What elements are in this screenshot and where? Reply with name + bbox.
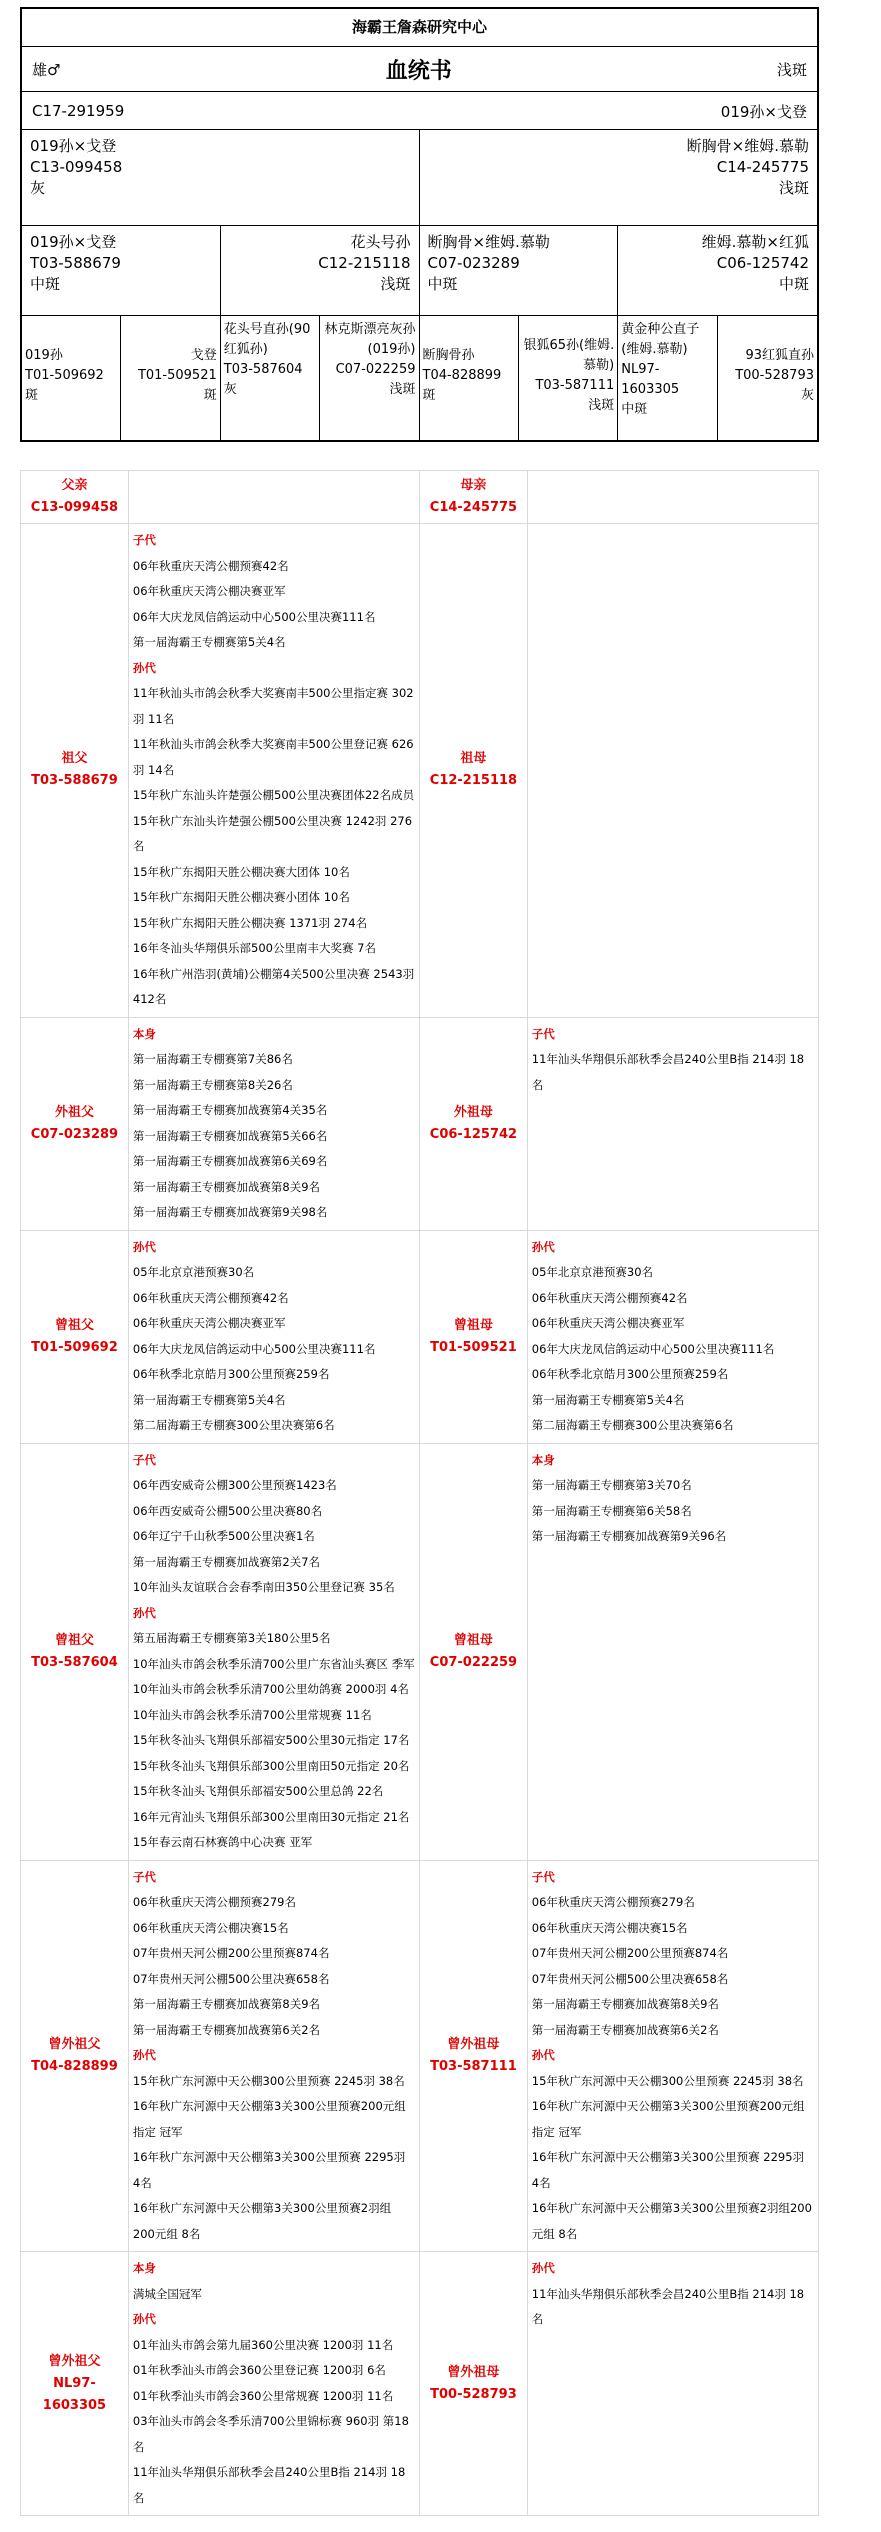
g4-ring: C07-022259 [335, 362, 416, 377]
achievements-cell [128, 1443, 419, 1860]
achievement-line: 第一届海霸王专棚赛加战赛第2关7名 [132, 1554, 321, 1569]
pedigree-chart [20, 7, 819, 442]
achievement-section-head: 子代 [531, 1026, 555, 1041]
ancestor-name-cell [21, 524, 129, 1018]
bird-line-tag: 019孙×戈登 [720, 102, 807, 121]
achievement-line: 06年秋重庆天湾公棚决赛15名 [132, 1920, 289, 1935]
achievement-line: 第一届海霸王专棚赛加战赛第9关96名 [531, 1529, 727, 1543]
g4-color: 斑 [25, 388, 39, 403]
achievement-line: 01年秋季汕头市鸽会360公里常规赛 1200羽 11名 [132, 2388, 394, 2403]
dam-name: 断胸骨×维姆.慕勒 [686, 137, 809, 155]
g4-ring: T03-587111 [535, 378, 615, 393]
achievement-line: 16年秋广东河源中天公棚第3关300公里预赛 2295羽 4名 [132, 2150, 406, 2190]
ancestor-role: 曾外祖母 [447, 2036, 500, 2052]
achievement-line: 15年秋冬汕头飞翔俱乐部300公里南田50元指定 20名 [132, 1758, 410, 1773]
achievement-line: 第一届海霸王专棚赛加战赛第8关9名 [132, 1179, 321, 1194]
achievement-line: 05年北京京港预赛30名 [531, 1265, 654, 1279]
achievement-line: 满城全国冠军 [132, 2286, 202, 2301]
achievement-line: 06年大庆龙凤信鸽运动中心500公里决赛111名 [132, 1341, 376, 1356]
achievement-line: 15年秋广东揭阳天胜公棚决赛 1371羽 274名 [132, 915, 368, 930]
sire-ring: C13-099458 [30, 158, 123, 176]
achievement-section-head: 本身 [132, 2261, 156, 2275]
g4-ring: NL97-1603305 [621, 362, 680, 397]
ancestor-role: 曾外祖母 [447, 2364, 500, 2380]
record-row [21, 1443, 819, 1860]
achievement-line: 第一届海霸王专棚赛第3关70名 [531, 1478, 692, 1492]
ancestor-name-cell [21, 471, 129, 524]
ancestor-name-cell [21, 2252, 129, 2516]
g4-color: 斑 [203, 388, 217, 403]
achievement-line: 15年秋广东汕头许楚强公棚500公里决赛团体22名成员 [132, 788, 415, 802]
ancestor-ring: C13-099458 [30, 500, 119, 515]
achievement-line: 第一届海霸王专棚赛第6关58名 [531, 1503, 692, 1518]
grandsire-box [22, 226, 221, 315]
record-row [21, 471, 819, 524]
g4-box [320, 316, 419, 440]
ancestor-ring: T01-509692 [31, 1339, 118, 1355]
achievement-section-head: 子代 [132, 1452, 156, 1467]
g4-name: 019孙 [25, 348, 63, 363]
granddam-box [221, 226, 420, 315]
g3-name: 花头号孙 [350, 233, 411, 251]
g4-name: 戈登 [190, 348, 217, 363]
achievement-line: 06年秋重庆天湾公棚预赛42名 [132, 558, 289, 573]
ancestor-name-cell [420, 2252, 528, 2516]
ancestor-role: 祖父 [61, 751, 88, 767]
achievements-cell [527, 471, 818, 524]
achievement-line: 11年秋汕头市鸽会秋季大奖赛南丰500公里指定赛 302羽 11名 [132, 686, 414, 726]
ancestor-name-cell [420, 1860, 528, 2252]
g3-ring: T03-588679 [30, 254, 121, 272]
g4-ring: T01-509692 [25, 368, 104, 383]
achievement-section-head: 本身 [531, 1452, 555, 1467]
ancestor-ring: C14-245775 [429, 500, 518, 515]
achievement-line: 06年辽宁千山秋季500公里决赛1名 [132, 1529, 315, 1543]
achievement-line: 11年汕头华翔俱乐部秋季会昌240公里B指 214羽 18名 [531, 2286, 805, 2326]
achievements-cell [128, 471, 419, 524]
ring-row [22, 92, 817, 130]
achievement-line: 第二届海霸王专棚赛300公里决赛第6名 [132, 1418, 335, 1432]
g4-name: 断胸骨孙 [422, 348, 475, 363]
achievement-line: 第一届海霸王专棚赛加战赛第9关98名 [132, 1205, 328, 1219]
achievement-line: 15年秋广东汕头许楚强公棚500公里决赛 1242羽 276名 [132, 813, 413, 853]
achievement-line: 01年汕头市鸽会第九届360公里决赛 1200羽 11名 [132, 2337, 394, 2352]
achievement-line: 06年秋重庆天湾公棚决赛15名 [531, 1920, 688, 1935]
g4-name: 黄金种公直子(维姆.慕勒) [621, 322, 700, 357]
achievement-line: 06年秋季北京皓月300公里预赛259名 [132, 1367, 330, 1381]
ancestor-role: 曾祖父 [54, 1317, 94, 1333]
achievement-line: 第一届海霸王专棚赛第5关4名 [132, 1392, 286, 1407]
record-row [21, 524, 819, 1018]
achievements-cell [527, 1860, 818, 2252]
achievement-line: 第一届海霸王专棚赛第5关4名 [132, 635, 286, 649]
achievement-line: 15年秋广东河源中天公棚300公里预赛 2245羽 38名 [132, 2073, 405, 2088]
dam-box [420, 130, 818, 225]
maternal-grandsire-box [420, 226, 619, 315]
ancestor-ring: C06-125742 [429, 1126, 518, 1142]
g4-box [618, 316, 717, 440]
sire-name: 019孙×戈登 [30, 137, 117, 155]
g4-name: 林克斯漂亮灰孙(019孙) [324, 322, 416, 357]
records-table [20, 470, 819, 2516]
achievement-line: 06年秋重庆天湾公棚预赛42名 [132, 1290, 289, 1305]
g3-name: 019孙×戈登 [30, 233, 117, 251]
achievement-line: 10年汕头市鸽会秋季乐清700公里广东省汕头赛区 季军 [132, 1656, 415, 1671]
achievement-section-head: 子代 [132, 533, 156, 547]
achievement-line: 05年北京京港预赛30名 [132, 1265, 255, 1279]
bird-color: 浅斑 [776, 60, 807, 79]
achievement-line: 15年秋广东揭阳天胜公棚决赛大团体 10名 [132, 864, 350, 879]
achievement-section-head: 孙代 [132, 2048, 156, 2062]
g4-ring: T03-587604 [223, 362, 303, 377]
achievement-section-head: 孙代 [531, 2261, 555, 2275]
g3-ring: C06-125742 [716, 254, 809, 272]
records-body [21, 471, 819, 2516]
g4-box [22, 316, 121, 440]
ancestor-ring: T00-528793 [430, 2386, 517, 2402]
achievement-line: 16年秋广州浩羽(黄埔)公棚第4关500公里决赛 2543羽 412名 [132, 966, 415, 1006]
ancestor-ring: T04-828899 [31, 2058, 118, 2074]
achievement-line: 第一届海霸王专棚赛加战赛第4关35名 [132, 1103, 328, 1117]
achievement-line: 第一届海霸王专棚赛加战赛第6关69名 [132, 1154, 328, 1168]
achievement-line: 06年秋重庆天湾公棚决赛亚军 [531, 1316, 685, 1330]
ancestor-ring: T03-588679 [31, 773, 118, 789]
sire-box [22, 130, 420, 225]
achievement-line: 10年汕头市鸽会秋季乐清700公里幼鸽赛 2000羽 4名 [132, 1682, 409, 1696]
achievements-cell [128, 1860, 419, 2252]
achievement-line: 第五届海霸王专棚赛第3关180公里5名 [132, 1631, 331, 1645]
record-row [21, 1017, 819, 1230]
achievement-line: 16年元宵汕头飞翔俱乐部300公里南田30元指定 21名 [132, 1809, 410, 1824]
achievement-line: 06年秋重庆天湾公棚预赛279名 [531, 1895, 695, 1909]
ancestor-ring: NL97-1603305 [42, 2375, 107, 2413]
achievement-line: 07年贵州天河公棚200公里预赛874名 [531, 1946, 729, 1960]
achievements-cell [527, 2252, 818, 2516]
ancestor-name-cell [21, 1017, 129, 1230]
achievements-cell [128, 524, 419, 1018]
g4-color: 灰 [223, 382, 237, 397]
ancestor-name-cell [420, 1017, 528, 1230]
achievements-cell [527, 1230, 818, 1443]
ancestor-name-cell [420, 471, 528, 524]
achievement-line: 第一届海霸王专棚赛加战赛第8关9名 [531, 1997, 719, 2011]
ancestor-role: 曾外祖父 [48, 2036, 101, 2052]
ancestor-role: 祖母 [460, 751, 487, 767]
ancestor-ring: T03-587111 [430, 2058, 517, 2074]
g4-ring: T04-828899 [422, 368, 502, 383]
achievement-line: 10年汕头市鸽会秋季乐清700公里常规赛 11名 [132, 1707, 372, 1722]
sex-label: 雄♂ [32, 60, 61, 79]
achievement-section-head: 孙代 [531, 1239, 555, 1254]
ancestor-ring: C07-022259 [429, 1654, 518, 1670]
ancestor-name-cell [21, 1860, 129, 2252]
achievement-line: 16年秋广东河源中天公棚第3关300公里预赛 2295羽 4名 [531, 2150, 805, 2190]
org-name: 海霸王詹森研究中心 [351, 18, 487, 36]
g4-color: 灰 [800, 388, 814, 403]
g4-color: 浅斑 [389, 382, 416, 397]
achievement-line: 11年汕头华翔俱乐部秋季会昌240公里B指 214羽 18名 [531, 1052, 805, 1092]
maternal-granddam-box [618, 226, 817, 315]
achievement-section-head: 子代 [132, 1869, 156, 1884]
record-row [21, 1860, 819, 2252]
g4-box [420, 316, 519, 440]
achievements-cell [527, 1443, 818, 1860]
achievement-section-head: 孙代 [132, 1605, 156, 1620]
achievements-cell [128, 1230, 419, 1443]
achievement-line: 01年秋季汕头市鸽会360公里登记赛 1200羽 6名 [132, 2363, 386, 2377]
dam-color: 浅斑 [778, 179, 809, 197]
achievement-line: 15年秋冬汕头飞翔俱乐部福安500公里30元指定 17名 [132, 1733, 410, 1747]
ancestor-name-cell [420, 1443, 528, 1860]
record-row [21, 2252, 819, 2516]
achievement-line: 第二届海霸王专棚赛300公里决赛第6名 [531, 1418, 734, 1432]
g4-ring: T00-528793 [735, 368, 814, 383]
achievement-section-head: 孙代 [132, 660, 156, 675]
achievement-line: 16年秋广东河源中天公棚第3关300公里预赛200元组 指定 冠军 [531, 2099, 805, 2139]
achievement-line: 03年汕头市鸽会冬季乐清700公里锦标赛 960羽 第18名 [132, 2414, 409, 2454]
g3-name: 断胸骨×维姆.慕勒 [427, 233, 550, 251]
ancestor-role: 曾祖母 [453, 1632, 493, 1648]
ancestor-ring: T01-509521 [430, 1339, 517, 1355]
achievement-line: 第一届海霸王专棚赛第5关4名 [531, 1392, 685, 1407]
doc-title: 血统书 [385, 58, 452, 84]
achievement-section-head: 本身 [132, 1026, 156, 1041]
achievements-cell [128, 1017, 419, 1230]
ancestor-role: 母亲 [460, 478, 487, 493]
achievement-section-head: 孙代 [132, 2312, 156, 2326]
g4-box [519, 316, 618, 440]
achievement-line: 06年西安威奇公棚300公里预赛1423名 [132, 1478, 337, 1492]
achievement-line: 第一届海霸王专棚赛加战赛第6关2名 [531, 2022, 719, 2037]
achievement-line: 11年汕头华翔俱乐部秋季会昌240公里B指 214羽 18名 [132, 2465, 406, 2505]
ancestor-role: 曾祖父 [54, 1632, 94, 1648]
achievement-line: 15年春云南石林赛鸽中心决赛 亚军 [132, 1835, 313, 1849]
achievement-line: 15年秋广东揭阳天胜公棚决赛小团体 10名 [132, 890, 350, 904]
achievement-section-head: 孙代 [132, 1239, 156, 1254]
achievement-line: 15年秋冬汕头飞翔俱乐部福安500公里总鸽 22名 [132, 1784, 384, 1798]
achievement-line: 16年秋广东河源中天公棚第3关300公里预赛200元组 指定 冠军 [132, 2099, 406, 2139]
ancestor-role: 父亲 [61, 478, 88, 493]
g4-name: 花头号直孙(90红狐孙) [223, 322, 311, 357]
achievement-line: 06年秋重庆天湾公棚预赛42名 [531, 1290, 688, 1305]
g4-ring: T01-509521 [137, 368, 217, 383]
g4-color: 中斑 [621, 402, 648, 417]
g4-name: 银狐65孙(维姆.慕勒) [523, 338, 615, 373]
achievement-line: 第一届海霸王专棚赛第8关26名 [132, 1077, 293, 1092]
achievement-line: 11年秋汕头市鸽会秋季大奖赛南丰500公里登记赛 626羽 14名 [132, 737, 414, 777]
sire-color: 灰 [30, 179, 46, 197]
g4-color: 斑 [422, 388, 436, 403]
dam-ring: C14-245775 [716, 158, 809, 176]
achievement-line: 06年秋重庆天湾公棚决赛亚军 [132, 584, 286, 598]
ancestor-name-cell [420, 524, 528, 1018]
ancestor-role: 曾外祖父 [48, 2353, 101, 2369]
ancestor-name-cell [21, 1230, 129, 1443]
achievement-line: 第一届海霸王专棚赛加战赛第5关66名 [132, 1128, 328, 1143]
achievement-line: 15年秋广东河源中天公棚300公里预赛 2245羽 38名 [531, 2073, 804, 2088]
ancestor-ring: T03-587604 [31, 1654, 118, 1670]
g3-ring: C12-215118 [318, 254, 411, 272]
achievement-line: 06年西安威奇公棚500公里决赛80名 [132, 1503, 323, 1518]
achievement-line: 06年秋季北京皓月300公里预赛259名 [531, 1367, 729, 1381]
ancestor-role: 曾祖母 [453, 1317, 493, 1333]
ancestor-role: 外祖母 [453, 1104, 493, 1120]
achievement-line: 06年秋重庆天湾公棚预赛279名 [132, 1895, 296, 1909]
g3-color: 中斑 [427, 275, 458, 293]
achievement-line: 16年冬汕头华翔俱乐部500公里南丰大奖赛 7名 [132, 941, 376, 955]
achievement-line: 16年秋广东河源中天公棚第3关300公里预赛2羽组200元组 8名 [531, 2201, 812, 2241]
achievements-cell [128, 2252, 419, 2516]
achievement-line: 第一届海霸王专棚赛加战赛第6关2名 [132, 2022, 321, 2037]
g4-color: 浅斑 [588, 398, 615, 413]
achievement-line: 07年贵州天河公棚500公里决赛658名 [132, 1971, 330, 1986]
achievement-line: 07年贵州天河公棚500公里决赛658名 [531, 1971, 729, 1986]
achievement-section-head: 子代 [531, 1869, 555, 1884]
g4-box [718, 316, 817, 440]
bird-ring: C17-291959 [32, 102, 125, 120]
achievements-cell [527, 524, 818, 1018]
ancestor-ring: C12-215118 [429, 773, 518, 789]
ancestor-name-cell [420, 1230, 528, 1443]
achievement-line: 06年大庆龙凤信鸽运动中心500公里决赛111名 [132, 609, 376, 624]
ancestor-ring: C07-023289 [30, 1126, 119, 1142]
achievement-line: 第一届海霸王专棚赛第7关86名 [132, 1052, 293, 1066]
g3-name: 维姆.慕勒×红狐 [701, 233, 809, 251]
record-row [21, 1230, 819, 1443]
g3-color: 浅斑 [380, 275, 411, 293]
g3-ring: C07-023289 [427, 254, 520, 272]
g4-name: 93红狐直孙 [745, 348, 814, 363]
g4-box [121, 316, 220, 440]
achievement-line: 10年汕头友谊联合会春季南田350公里登记赛 35名 [132, 1580, 395, 1594]
achievement-line: 第一届海霸王专棚赛加战赛第8关9名 [132, 1997, 321, 2011]
achievement-line: 06年大庆龙凤信鸽运动中心500公里决赛111名 [531, 1341, 775, 1356]
g3-color: 中斑 [30, 275, 61, 293]
ancestor-name-cell [21, 1443, 129, 1860]
ancestor-role: 外祖父 [54, 1104, 94, 1120]
achievement-line: 16年秋广东河源中天公棚第3关300公里预赛2羽组 200元组 8名 [132, 2201, 392, 2241]
achievement-line: 07年贵州天河公棚200公里预赛874名 [132, 1946, 330, 1960]
title-row [22, 47, 817, 91]
achievement-line: 06年秋重庆天湾公棚决赛亚军 [132, 1316, 286, 1330]
achievement-section-head: 孙代 [531, 2048, 555, 2062]
g4-box [221, 316, 320, 440]
achievements-cell [527, 1017, 818, 1230]
g3-color: 中斑 [778, 275, 809, 293]
